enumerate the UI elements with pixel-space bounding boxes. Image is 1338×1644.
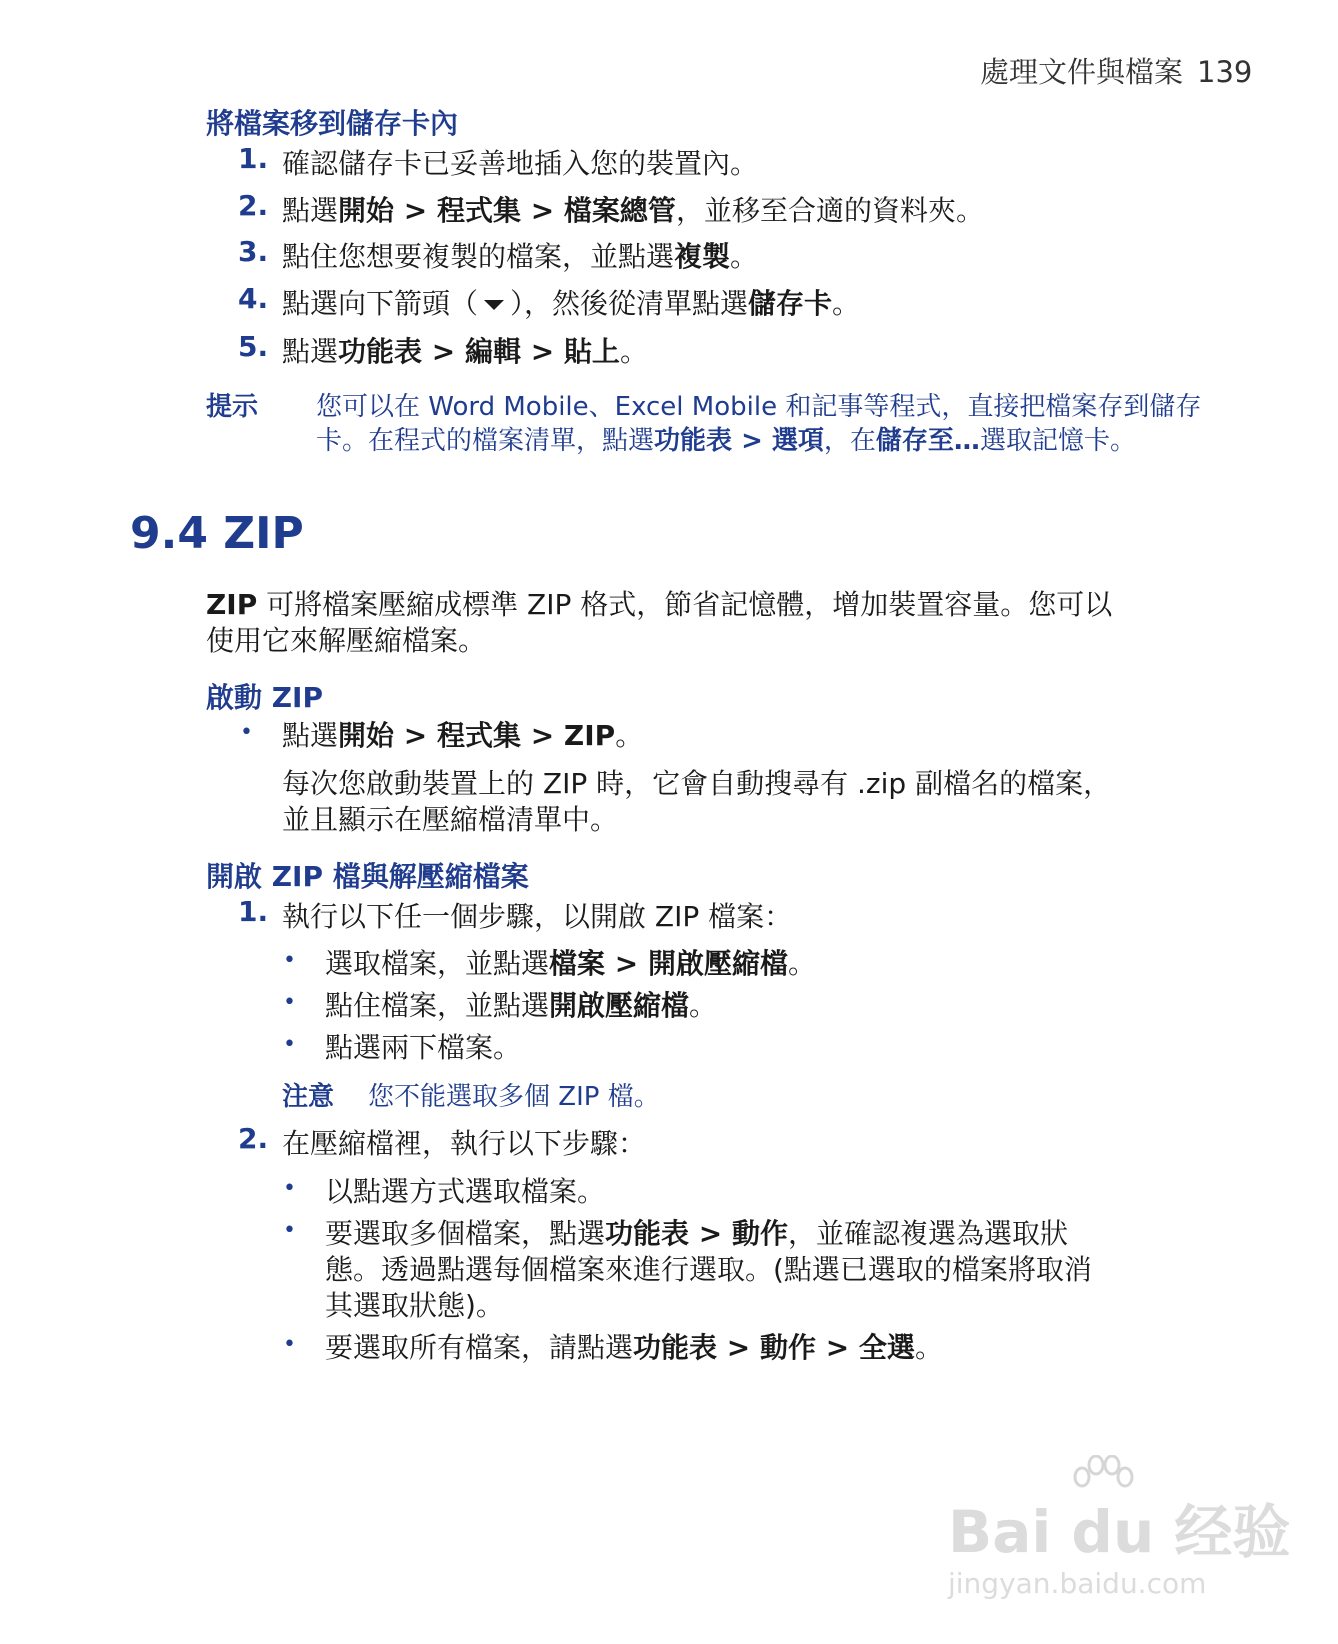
step-text: 執行以下任一個步驟，以開啟 ZIP 檔案： bbox=[282, 900, 793, 933]
sub-step: 點選兩下檔案。 bbox=[325, 1031, 522, 1064]
chapter-title: 處理文件與檔案 bbox=[980, 55, 1184, 89]
launch-step: 點選開始 > 程式集 > ZIP。 bbox=[282, 719, 644, 752]
sub-step: 點住檔案，並點選開啟壓縮檔。 bbox=[325, 989, 718, 1022]
tip-text-line2: 卡。在程式的檔案清單，點選功能表 > 選項，在儲存至…選取記憶卡。 bbox=[316, 426, 1136, 456]
sub-step: 要選取所有檔案，請點選功能表 > 動作 > 全選。 bbox=[325, 1331, 943, 1364]
intro-line1: ZIP 可將檔案壓縮成標準 ZIP 格式，節省記憶體，增加裝置容量。您可以 bbox=[206, 588, 1113, 621]
sub-step: 選取檔案，並點選檔案 > 開啟壓縮檔。 bbox=[325, 947, 816, 980]
baidu-watermark bbox=[948, 1455, 1291, 1605]
step-text: 在壓縮檔裡，執行以下步驟： bbox=[282, 1127, 647, 1160]
tip-text-line1: 您可以在 Word Mobile、Excel Mobile 和記事等程式，直接把檔案存到儲存 bbox=[316, 392, 1202, 422]
page-number: 139 bbox=[1197, 55, 1253, 89]
step-number: 2. bbox=[238, 1122, 269, 1155]
launch-desc-line1: 每次您啟動裝置上的 ZIP 時，它會自動搜尋有 .zip 副檔名的檔案， bbox=[282, 767, 1112, 800]
step-number: 2. bbox=[238, 189, 269, 222]
note-text: 您不能選取多個 ZIP 檔。 bbox=[368, 1082, 660, 1112]
step-number: 5. bbox=[238, 330, 269, 363]
bullet-icon: • bbox=[283, 1176, 296, 1201]
sub-step: 以點選方式選取檔案。 bbox=[325, 1175, 606, 1208]
down-arrow-icon bbox=[484, 300, 504, 310]
sub-step: 要選取多個檔案，點選功能表 > 動作，並確認複選為選取狀 bbox=[325, 1217, 1068, 1250]
sub-step-line3: 其選取狀態)。 bbox=[325, 1289, 504, 1322]
bullet-icon: • bbox=[240, 720, 253, 745]
section-title-move-to-card: 將檔案移到儲存卡內 bbox=[206, 107, 459, 140]
sub-step-line2: 態。透過點選每個檔案來進行選取。(點選已選取的檔案將取消 bbox=[325, 1253, 1092, 1286]
page-header bbox=[980, 50, 1252, 91]
bullet-icon: • bbox=[283, 1332, 296, 1357]
intro-line2: 使用它來解壓縮檔案。 bbox=[206, 624, 487, 657]
note-label: 注意 bbox=[282, 1082, 335, 1112]
watermark-main: Bai du 经验 bbox=[948, 1498, 1291, 1566]
watermark-url: jingyan.baidu.com bbox=[948, 1567, 1207, 1600]
bullet-icon: • bbox=[283, 1218, 296, 1243]
bullet-icon: • bbox=[283, 990, 296, 1015]
step-text: 點選開始 > 程式集 > 檔案總管，並移至合適的資料夾。 bbox=[282, 194, 984, 227]
step-number: 4. bbox=[238, 282, 269, 315]
section-heading-zip: 9.4 ZIP bbox=[130, 508, 304, 559]
step-text: 點住您想要複製的檔案，並點選複製。 bbox=[282, 240, 759, 273]
subsection-title-open-zip: 開啟 ZIP 檔與解壓縮檔案 bbox=[206, 860, 529, 893]
launch-desc-line2: 並且顯示在壓縮檔清單中。 bbox=[282, 803, 619, 836]
bullet-icon: • bbox=[283, 948, 296, 973]
bullet-icon: • bbox=[283, 1032, 296, 1057]
tip-label: 提示 bbox=[206, 392, 259, 422]
subsection-title-launch-zip: 啟動 ZIP bbox=[206, 681, 323, 714]
step-number: 3. bbox=[238, 235, 269, 268]
step-number: 1. bbox=[238, 895, 269, 928]
step-text: 確認儲存卡已妥善地插入您的裝置內。 bbox=[282, 147, 759, 180]
step-number: 1. bbox=[238, 142, 269, 175]
step-text: 點選功能表 > 編輯 > 貼上。 bbox=[282, 335, 648, 368]
step-text: 點選向下箭頭（ ），然後從清單點選儲存卡。 bbox=[282, 287, 861, 320]
